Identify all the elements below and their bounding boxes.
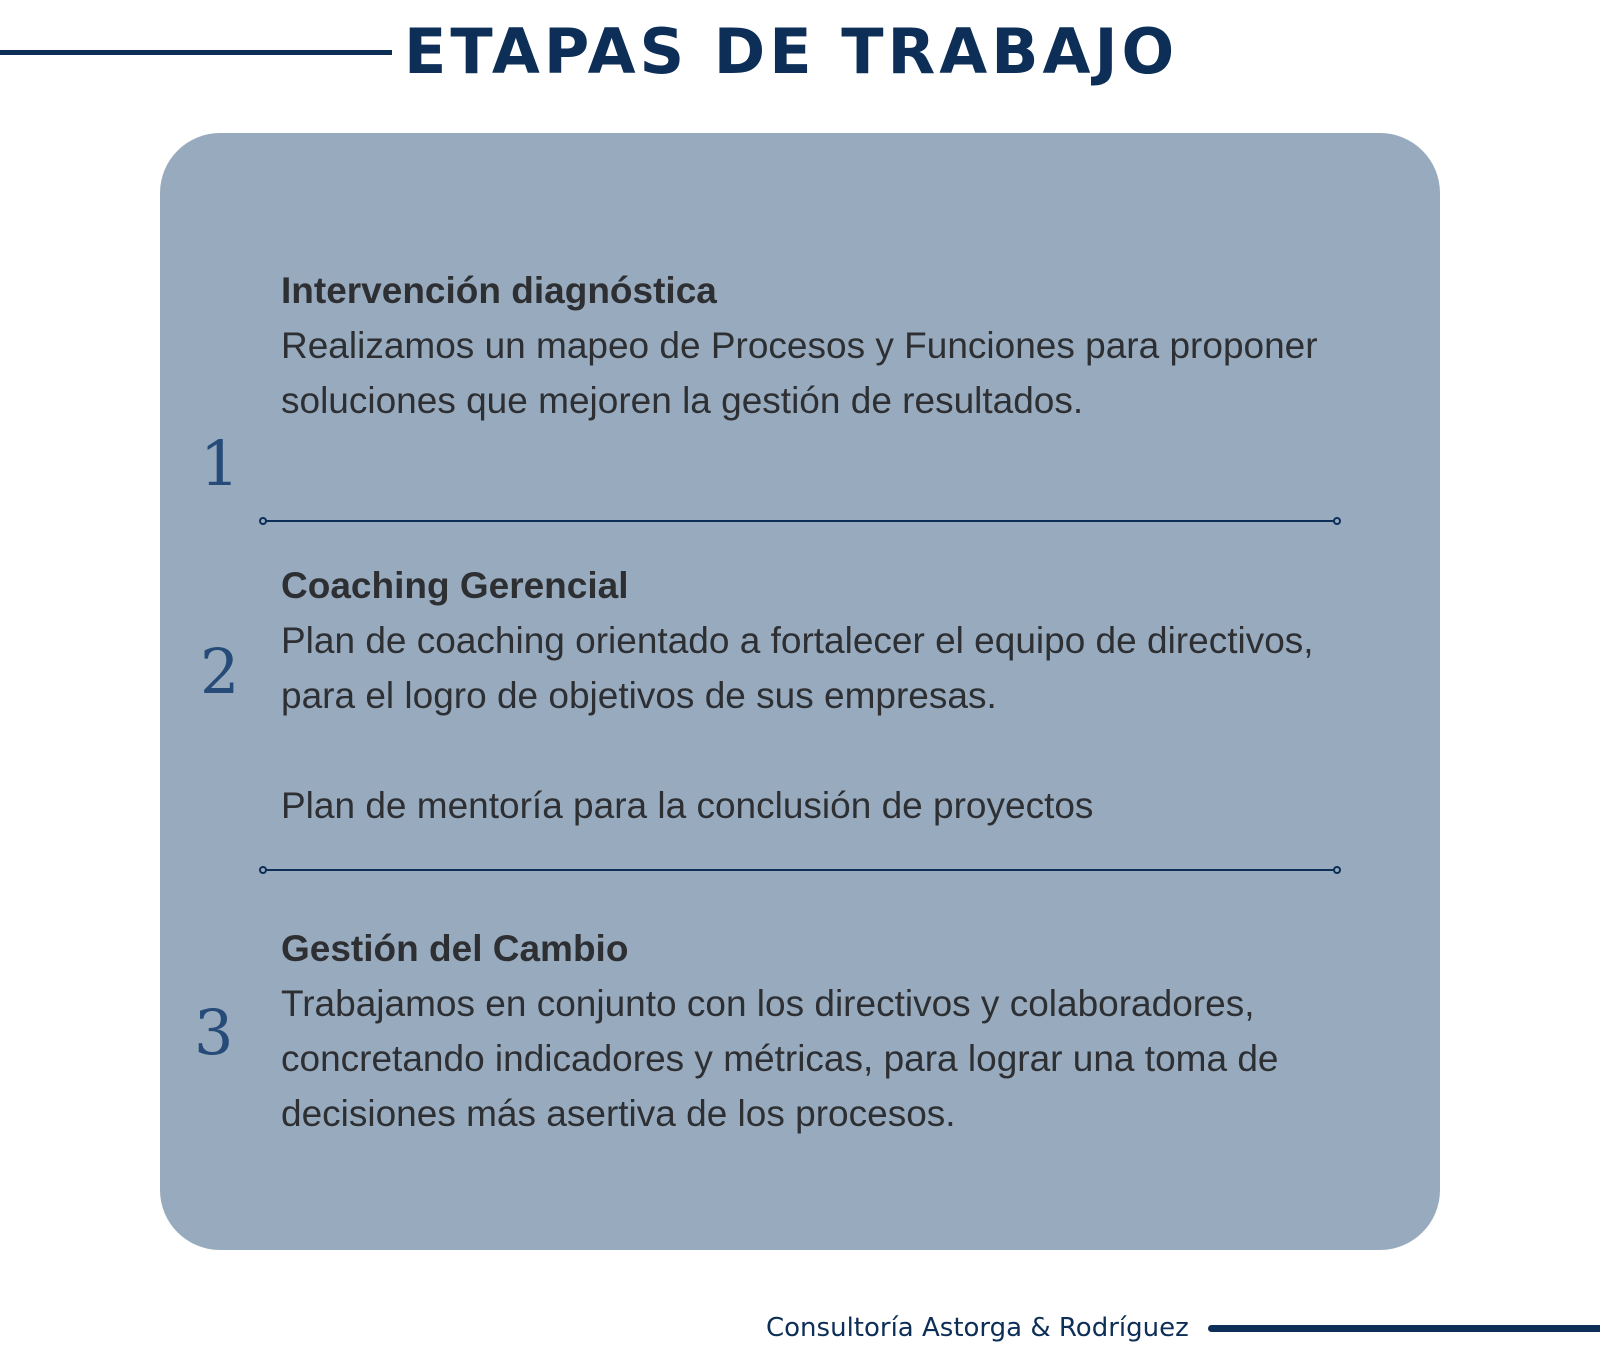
step-3-text: Trabajamos en conjunto con los directivos y colaboradores, concretando indicadores y métricas, para lograr una toma de decisiones más asertiva de los procesos.	[281, 983, 1279, 1134]
step-2-extra-text: Plan de mentoría para la conclusión de proyectos	[281, 785, 1094, 826]
title-decor-line	[0, 50, 392, 55]
step-2	[281, 558, 1341, 833]
step-3	[281, 921, 1341, 1141]
step-1-title: Intervención diagnóstica	[281, 270, 717, 311]
steps-card	[160, 133, 1440, 1250]
step-1-text: Realizamos un mapeo de Procesos y Funciones para proponer soluciones que mejoren la gestión de resultados.	[281, 325, 1318, 421]
step-2-number: 2	[200, 635, 240, 708]
step-1	[281, 263, 1341, 428]
divider-1	[264, 520, 1336, 522]
step-3-title: Gestión del Cambio	[281, 928, 629, 969]
page-title: ETAPAS DE TRABAJO	[404, 15, 1179, 88]
step-2-title: Coaching Gerencial	[281, 565, 629, 606]
divider-2	[264, 869, 1336, 871]
footer-decor-line	[1208, 1325, 1600, 1332]
step-1-number: 1	[200, 427, 240, 500]
step-3-number: 3	[194, 996, 234, 1069]
step-2-text: Plan de coaching orientado a fortalecer el equipo de directivos, para el logro de objetivos de sus empresas.	[281, 620, 1314, 716]
company-name: Consultoría Astorga & Rodríguez	[766, 1313, 1189, 1343]
